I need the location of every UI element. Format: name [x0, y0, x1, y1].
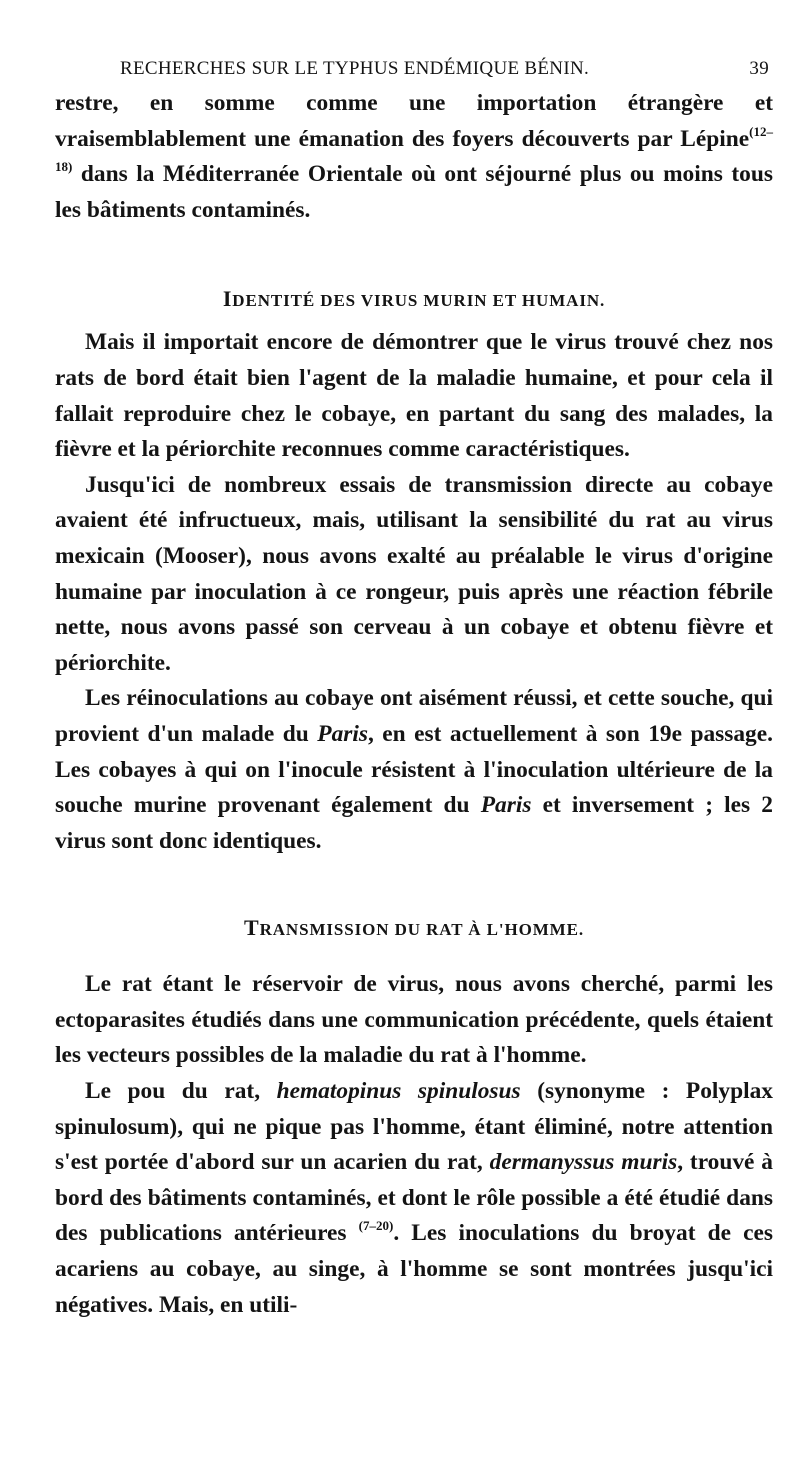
text-run: , en est actuellement à son 19e passage. Les cobayes à qui on l'inocule résistent à l'inoculation ultérieure de la souche murine provenant également du: [55, 720, 773, 819]
paragraph: Mais il importait encore de démontrer que le virus trouvé chez nos rats de bord était bien l'agent de la maladie humaine, et pour cela il fallait reproduire chez le cobaye, en partant du sang des malades, la fièvre et la périorchite reconnues comme caractéristiques.: [55, 329, 773, 463]
text-run: et inversement ; les 2 virus sont donc identiques.: [55, 792, 773, 854]
ship-name: Paris: [480, 792, 532, 819]
section-identite: [55, 322, 773, 859]
section-heading-transmission: [55, 859, 773, 953]
intro-paragraph: [55, 86, 773, 228]
section-transmission: [55, 953, 773, 1323]
heading-initial: T: [244, 915, 260, 941]
text-run: Les réinoculations au cobaye ont aisément réussi, et cette souche, qui provient d'un malade du: [55, 685, 773, 747]
citation-ref: (7–20): [358, 1218, 394, 1234]
ship-name: Paris: [317, 720, 368, 747]
heading-rest: RANSMISSION DU RAT À L'HOMME.: [259, 920, 584, 940]
text-run: . Les inoculations du broyat de ces acariens au cobaye, au singe, à l'homme se sont montrées jusqu'ici négatives. Mais, en utili-: [55, 1220, 773, 1318]
species-name: hematopinus spinulosus: [276, 1078, 521, 1105]
heading-rest: DENTITÉ DES VIRUS MURIN ET HUMAIN.: [232, 291, 606, 311]
page: [55, 46, 773, 1446]
page-number: 39: [749, 58, 769, 79]
running-head: [55, 46, 773, 86]
intro-text: restre, en somme comme une importation étrangère et vraisemblablement une émanation des foyers découverts par Lépine: [55, 90, 773, 152]
paragraph: [55, 1074, 773, 1323]
heading-initial: I: [222, 286, 233, 312]
running-title: RECHERCHES SUR LE TYPHUS ENDÉMIQUE BÉNIN.: [120, 58, 590, 79]
citation-ref: (12–18): [55, 123, 773, 175]
intro-text-after: dans la Méditerranée Orientale où ont séjourné plus ou moins tous les bâtiments contaminés.: [55, 161, 773, 223]
section-heading-identite: [55, 228, 773, 322]
text-run: Le pou du rat,: [85, 1078, 277, 1105]
text-run: (synonyme : Polyplax spinulosum), qui ne pique pas l'homme, étant éliminé, notre attention s'est portée d'abord sur un acarien du rat,: [55, 1078, 773, 1176]
paragraph: [55, 681, 773, 859]
text-run: , trouvé à bord des bâtiments contaminés, et dont le rôle possible a été étudié dans des publications antérieures: [55, 1149, 773, 1247]
species-name: dermanyssus muris: [489, 1149, 678, 1176]
paragraph: Le rat étant le réservoir de virus, nous avons cherché, parmi les ectoparasites étudiés dans une communication précédente, quels étaient les vecteurs possibles de la maladie du rat à l'homme.: [55, 971, 773, 1069]
paragraph: Jusqu'ici de nombreux essais de transmission directe au cobaye avaient été infructueux, mais, utilisant la sensibilité du rat au virus mexicain (Mooser), nous avons exalté au préalable le virus d'origine humaine par inoculation à ce rongeur, puis après une réaction fébrile nette, nous avons passé son cerveau à un cobaye et obtenu fièvre et périorchite.: [55, 471, 773, 676]
